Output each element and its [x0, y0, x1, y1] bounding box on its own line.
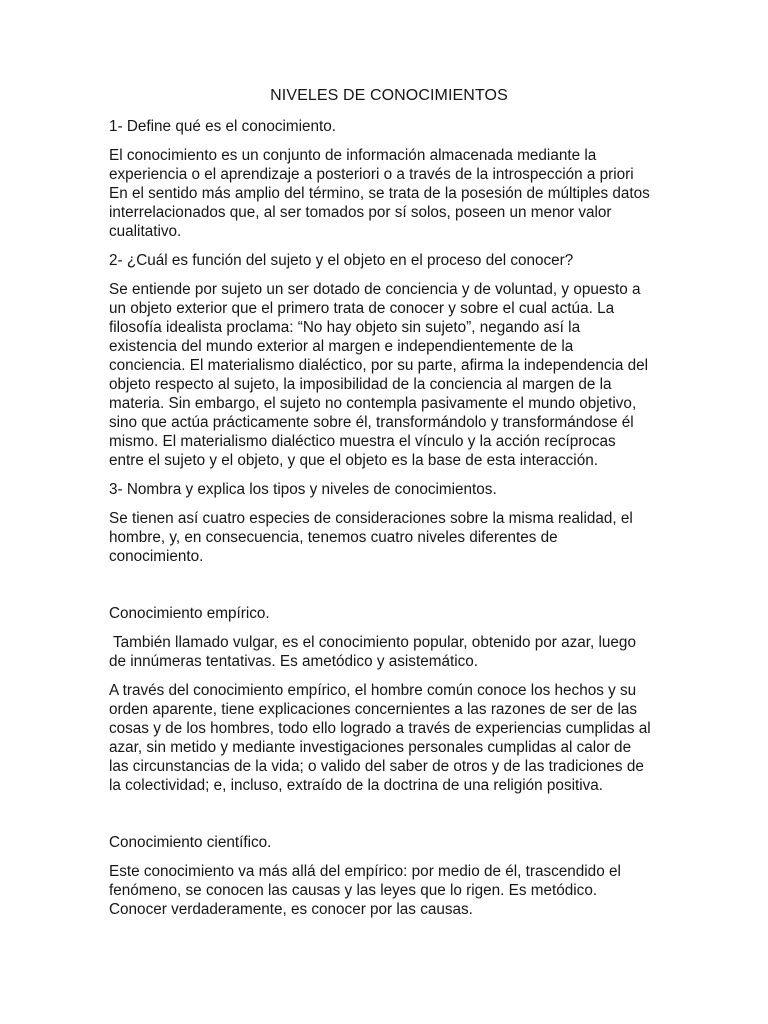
section-heading-cientifico: Conocimiento científico. [109, 834, 272, 851]
document-title: NIVELES DE CONOCIMIENTOS [270, 87, 508, 104]
empirico-description-paragraph: A través del conocimiento empírico, el hombre común conoce los hechos y su orden aparente, tiene explicaciones concernientes a las razones de ser de las cosas y de los hombres, todo ello logrado a través de experiencias cumplidas al azar, sin metido y mediante investigaciones personales cumplidas al calor de las circunstancias de la vida; o valido del saber de otros y de las tradiciones de la colectividad; e, incluso, extraído de la doctrina de una religión positiva. [109, 682, 651, 794]
spacer [109, 576, 669, 604]
spacer [109, 805, 669, 833]
question-2: 2- ¿Cuál es función del sujeto y el objeto en el proceso del conocer? [109, 252, 574, 269]
answer-2-paragraph: Se entiende por sujeto un ser dotado de conciencia y de voluntad, y opuesto a un objeto exterior que el primero trata de conocer y sobre el cual actúa. La filosofía idealista proclama: “No hay objeto sin sujeto”, negando así la existencia del mundo exterior al margen e independientemente de la conciencia. El materialismo dialéctico, por su parte, afirma la independencia del objeto respecto al sujeto, la imposibilidad de la conciencia al margen de la materia. Sin embargo, el sujeto no contempla pasivamente el mundo objetivo, sino que actúa prácticamente sobre él, transformándolo y transformándose él mismo. El materialismo dialéctico muestra el vínculo y la acción recíprocas entre el sujeto y el objeto, y que el objeto es la base de esta interacción. [109, 281, 649, 469]
cientifico-description-paragraph: Este conocimiento va más allá del empírico: por medio de él, trascendido el fenómeno, se conocen las causas y las leyes que lo rigen. Es metódico. Conocer verdaderamente, es conocer por las causas. [109, 863, 621, 918]
answer-3-intro-paragraph: Se tienen así cuatro especies de consideraciones sobre la misma realidad, el hombre, y, en consecuencia, tenemos cuatro niveles diferentes de conocimiento. [109, 510, 633, 565]
document-body [109, 86, 669, 929]
section-heading-empirico: Conocimiento empírico. [109, 605, 270, 622]
question-1: 1- Define qué es el conocimiento. [109, 118, 337, 135]
empirico-definition-paragraph: También llamado vulgar, es el conocimiento popular, obtenido por azar, luego de innúmeras tentativas. Es ametódico y asistemático. [109, 634, 636, 670]
question-3: 3- Nombra y explica los tipos y niveles de conocimientos. [109, 481, 497, 498]
answer-1-paragraph: El conocimiento es un conjunto de información almacenada mediante la experiencia o el aprendizaje a posteriori o a través de la introspección a priori En el sentido más amplio del término, se trata de la posesión de múltiples datos interrelacionados que, al ser tomados por sí solos, poseen un menor valor cualitativo. [109, 147, 650, 240]
